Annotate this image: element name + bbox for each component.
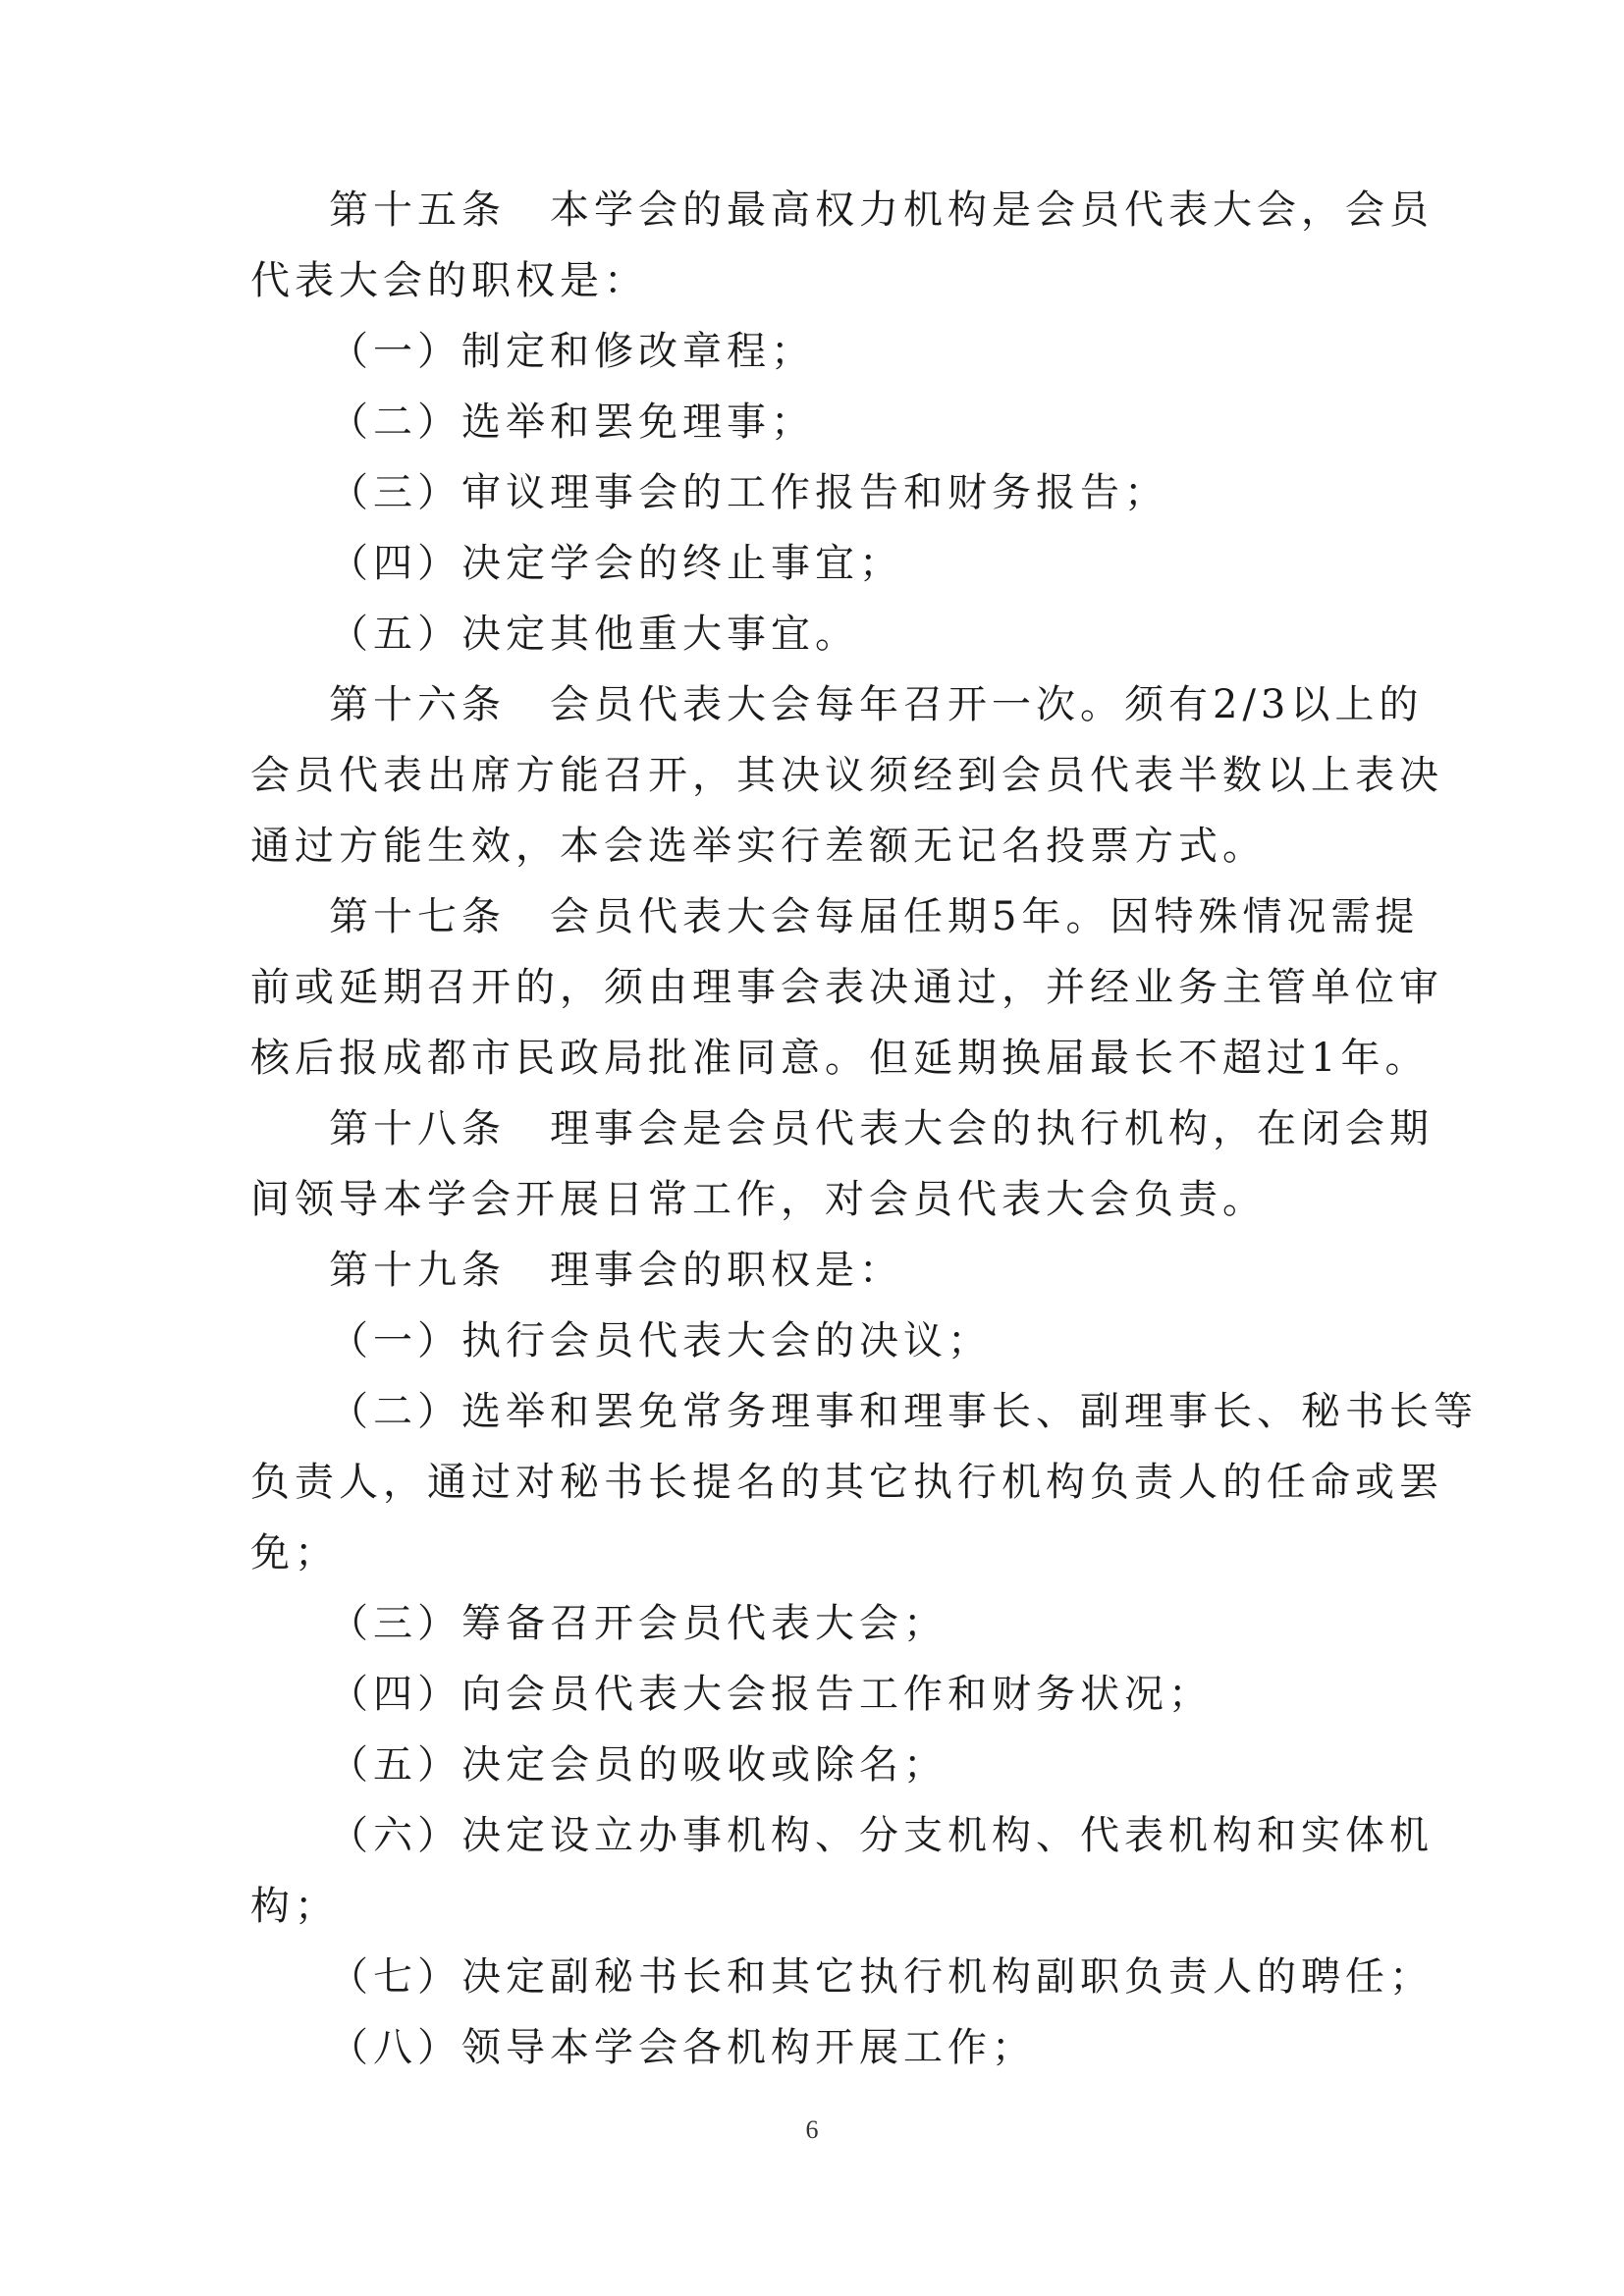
text-line: （四）向会员代表大会报告工作和财务状况；	[329, 1672, 1213, 1717]
text-line: （二）选举和罢免理事；	[329, 400, 815, 445]
text-line: （一）执行会员代表大会的决议；	[329, 1318, 992, 1363]
text-line: （三）筹备召开会员代表大会；	[329, 1601, 947, 1646]
text-line: 前或延期召开的，须由理事会表决通过，并经业务主管单位审	[250, 965, 1443, 1010]
text-line: 第十九条 理事会的职权是：	[329, 1248, 903, 1293]
text-line: 第十七条 会员代表大会每届任期5年。因特殊情况需提	[329, 894, 1420, 939]
text-line: 构；	[250, 1884, 339, 1929]
text-line: （一）制定和修改章程；	[329, 329, 815, 374]
document-body	[250, 175, 1478, 2083]
text-line: 会员代表出席方能召开，其决议须经到会员代表半数以上表决	[250, 753, 1443, 798]
text-line: （六）决定设立办事机构、分支机构、代表机构和实体机	[329, 1813, 1434, 1858]
text-line: （四）决定学会的终止事宜；	[329, 541, 903, 586]
text-line: 间领导本学会开展日常工作，对会员代表大会负责。	[250, 1177, 1267, 1222]
text-line: （五）决定会员的吸收或除名；	[329, 1742, 947, 1788]
text-line: （七）决定副秘书长和其它执行机构副职负责人的聘任；	[329, 1954, 1434, 2000]
text-line: （三）审议理事会的工作报告和财务报告；	[329, 470, 1168, 515]
text-line: 第十五条 本学会的最高权力机构是会员代表大会，会员	[329, 187, 1434, 233]
text-line: 代表大会的职权是：	[250, 258, 648, 303]
text-line: （五）决定其他重大事宜。	[329, 612, 859, 657]
text-line: 通过方能生效，本会选举实行差额无记名投票方式。	[250, 824, 1267, 869]
text-line: 负责人，通过对秘书长提名的其它执行机构负责人的任命或罢	[250, 1460, 1443, 1505]
text-line: 第十八条 理事会是会员代表大会的执行机构，在闭会期	[329, 1106, 1434, 1151]
text-line: （八）领导本学会各机构开展工作；	[329, 2025, 1036, 2070]
page-number: 6	[805, 2115, 819, 2144]
text-line: 核后报成都市民政局批准同意。但延期换届最长不超过1年。	[250, 1036, 1430, 1081]
text-line: （二）选举和罢免常务理事和理事长、副理事长、秘书长等	[329, 1389, 1478, 1434]
text-line: 第十六条 会员代表大会每年召开一次。须有2/3以上的	[329, 682, 1424, 727]
text-line: 免；	[250, 1530, 339, 1575]
